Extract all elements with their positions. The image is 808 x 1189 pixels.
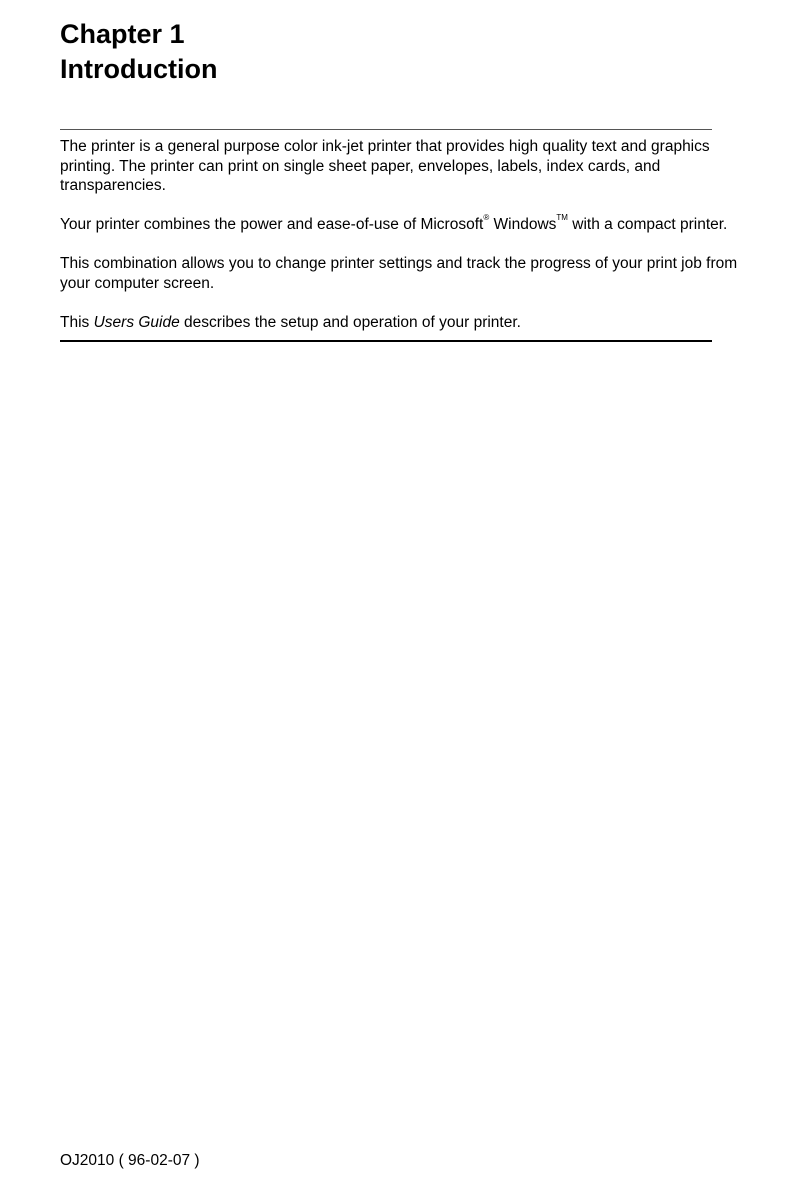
guide-title: Users Guide bbox=[93, 313, 180, 331]
intro-paragraph-windows bbox=[60, 215, 760, 235]
guide-text-start: This bbox=[60, 313, 94, 331]
windows-text-middle: Windows bbox=[489, 216, 557, 233]
windows-text-start: Your printer combines the power and ease-of-use of Microsoft bbox=[60, 216, 484, 233]
intro-body bbox=[60, 137, 760, 332]
registered-mark: ® bbox=[483, 213, 490, 222]
top-divider bbox=[60, 129, 712, 130]
trademark-mark: TM bbox=[556, 213, 568, 222]
windows-text-end: with a compact printer. bbox=[567, 216, 728, 233]
bottom-divider bbox=[60, 340, 712, 342]
footer-doc-id: OJ2010 ( 96-02-07 ) bbox=[60, 1152, 200, 1169]
intro-paragraph-overview: The printer is a general purpose color ink-jet printer that provides high quality text and graphics printing. The printer can print on single sheet paper, envelopes, labels, index cards, and transparencies. bbox=[60, 138, 710, 194]
chapter-heading bbox=[60, 17, 217, 87]
chapter-number: Chapter 1 bbox=[60, 19, 185, 49]
guide-text-end: describes the setup and operation of your printer. bbox=[179, 313, 521, 331]
intro-paragraph-guide bbox=[60, 313, 760, 333]
intro-paragraph-settings: This combination allows you to change printer settings and track the progress of your print job from your computer screen. bbox=[60, 255, 738, 292]
chapter-title: Introduction bbox=[60, 54, 218, 84]
